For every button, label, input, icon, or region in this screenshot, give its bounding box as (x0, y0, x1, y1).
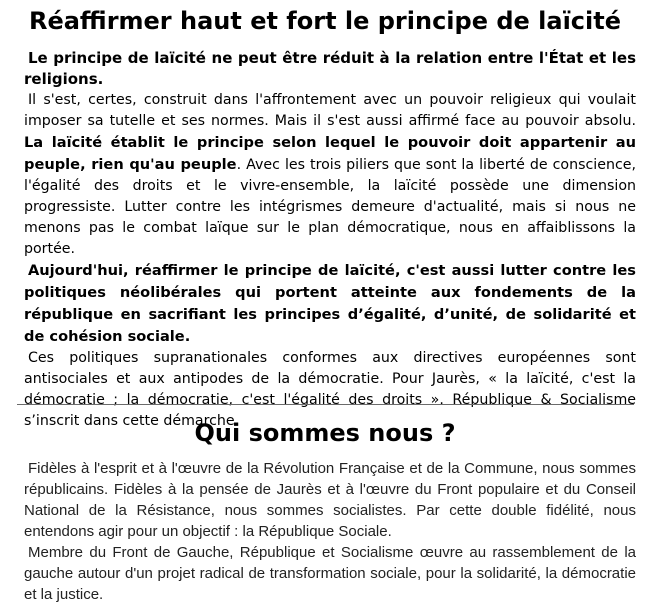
paragraph-membre: Membre du Front de Gauche, République et Socialisme œuvre au rassemblement de la gauche autour d'un projet radical de transformation sociale, pour la solidarité, la démocratie et la justice. (24, 544, 636, 603)
paragraph-3: Ces politiques supranationales conformes aux directives européennes sont antisociales et aux antipodes de la démocratie. Pour Jaurès, « la laïcité, c'est la démocratie ; la démocratie, c'est l'égalité des droits ». République & Socialisme s’inscrit dans cette démarche. (24, 350, 636, 429)
paragraph-1-text-a: Il s'est, certes, construit dans l'affrontement avec un pouvoir religieux qui voulait imposer sa tutelle et ses normes. Mais il s'est aussi affirmé face au pouvoir absolu. (24, 92, 636, 129)
section-laicite-body (24, 48, 636, 432)
section-divider (17, 404, 634, 405)
paragraph-2 (24, 260, 636, 348)
paragraph-1-bold: La laïcité établit le principe selon lequel le pouvoir doit appartenir au peuple, rien qu'au peuple (24, 134, 636, 173)
lead-paragraph: Le principe de laïcité ne peut être réduit à la relation entre l'État et les religions. (24, 49, 636, 88)
paragraph-1-text-b: . Avec les trois piliers que sont la liberté de conscience, l'égalité des droits et le vivre-ensemble, la laïcité possède une dimension progressiste. Lutter contre les intégrismes demeure d'actualité, mais si nous ne menons pas le combat laïque sur le plan démocratique, nous en affaiblissons la portée. (24, 157, 636, 257)
paragraph-fideles: Fidèles à l'esprit et à l'œuvre de la Révolution Française et de la Commune, nous sommes républicains. Fidèles à la pensée de Jaurès et à l'œuvre du Front populaire et du Conseil National de la Résistance, nous sommes socialistes. Par cette double fidélité, nous entendons agir pour un objectif : la République Sociale. (24, 460, 636, 540)
section-qui-sommes-nous-body (24, 458, 636, 605)
paragraph-1 (24, 90, 636, 260)
section-title-laicite: Réaffirmer haut et fort le principe de laïcité (28, 7, 622, 35)
paragraph-2-bold: Aujourd'hui, réaffirmer le principe de laïcité, c'est aussi lutter contre les politiques néolibérales qui portent atteinte aux fondements de la république en sacrifiant les principes d’égalité, d’unité, de solidarité et de cohésion sociale. (24, 262, 636, 345)
section-title-qui-sommes-nous: Qui sommes nous ? (194, 419, 456, 447)
